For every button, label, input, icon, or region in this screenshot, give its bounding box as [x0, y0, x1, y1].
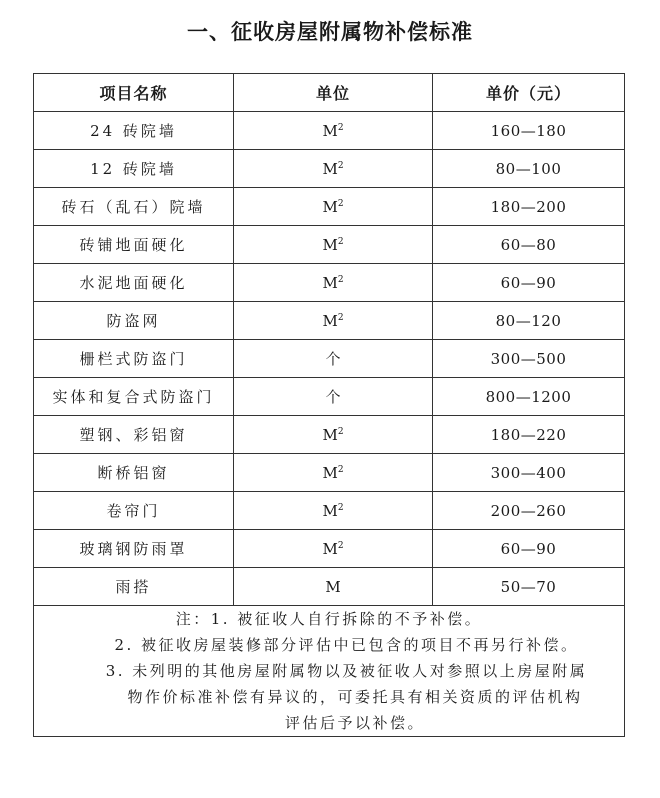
compensation-table: [33, 73, 625, 737]
unit-cell: [234, 150, 433, 188]
unit-cell: [234, 302, 433, 340]
unit-price-cell: 180—200: [433, 188, 625, 226]
unit-cell: [234, 340, 433, 378]
header-unit-price: 单价（元）: [433, 74, 625, 112]
unit-price-cell: 80—120: [433, 302, 625, 340]
unit-text: M: [325, 577, 341, 596]
unit-text: M: [322, 235, 338, 254]
table-header-row: [34, 74, 625, 112]
table-row: [34, 378, 625, 416]
note-3-line-3: 评估后予以补偿。: [284, 714, 425, 732]
unit-price-cell: 160—180: [433, 112, 625, 150]
unit-text: M: [322, 159, 338, 178]
item-name-cell: 12 砖院墙: [34, 150, 234, 188]
unit-superscript: 2: [337, 464, 344, 475]
unit-cell: [234, 226, 433, 264]
table-row: [34, 302, 625, 340]
unit-text: M: [322, 425, 338, 444]
table-row: [34, 416, 625, 454]
unit-price-cell: 60—90: [433, 530, 625, 568]
header-item-name: 项目名称: [34, 74, 234, 112]
unit-price-cell: 60—80: [433, 226, 625, 264]
note-1: 注：1. 被征收人自行拆除的不予补偿。: [175, 610, 483, 628]
item-name-cell: 栅栏式防盗门: [34, 340, 234, 378]
unit-text: M: [322, 273, 338, 292]
unit-price-cell: 200—260: [433, 492, 625, 530]
table-row: [34, 340, 625, 378]
unit-cell: [234, 188, 433, 226]
unit-text: M: [322, 197, 338, 216]
table-row: [34, 264, 625, 302]
unit-superscript: 2: [337, 236, 344, 247]
unit-price-cell: 180—220: [433, 416, 625, 454]
table-row: [34, 530, 625, 568]
unit-text: M: [322, 311, 338, 330]
unit-cell: [234, 378, 433, 416]
item-name-cell: 24 砖院墙: [34, 112, 234, 150]
item-name-cell: 断桥铝窗: [34, 454, 234, 492]
unit-superscript: 2: [337, 426, 344, 437]
unit-cell: [234, 264, 433, 302]
item-name-cell: 卷帘门: [34, 492, 234, 530]
table-row: [34, 226, 625, 264]
item-name-cell: 雨搭: [34, 568, 234, 606]
table-row: [34, 150, 625, 188]
item-name-cell: 砖铺地面硬化: [34, 226, 234, 264]
table-row: [34, 568, 625, 606]
unit-superscript: 2: [337, 160, 344, 171]
header-unit: 单位: [234, 74, 433, 112]
unit-price-cell: 800—1200: [433, 378, 625, 416]
unit-text: M: [322, 121, 338, 140]
note-3-line-2: 物作价标准补偿有异议的，可委托具有相关资质的评估机构: [127, 688, 583, 706]
unit-cell: [234, 530, 433, 568]
unit-cell: [234, 568, 433, 606]
item-name-cell: 塑钢、彩铝窗: [34, 416, 234, 454]
unit-price-cell: 50—70: [433, 568, 625, 606]
page-title: 一、征收房屋附属物补偿标准: [187, 20, 473, 44]
item-name-cell: 防盗网: [34, 302, 234, 340]
table-row: [34, 492, 625, 530]
table-row: [34, 188, 625, 226]
note-2: 2. 被征收房屋装修部分评估中已包含的项目不再另行补偿。: [114, 636, 579, 654]
unit-cell: [234, 416, 433, 454]
item-name-cell: 实体和复合式防盗门: [34, 378, 234, 416]
unit-cell: [234, 112, 433, 150]
item-name-cell: 水泥地面硬化: [34, 264, 234, 302]
unit-superscript: 2: [337, 312, 344, 323]
unit-price-cell: 300—500: [433, 340, 625, 378]
unit-text: M: [322, 539, 338, 558]
unit-superscript: 2: [337, 274, 344, 285]
unit-cell: [234, 492, 433, 530]
item-name-cell: 砖石（乱石）院墙: [34, 188, 234, 226]
unit-price-cell: 300—400: [433, 454, 625, 492]
unit-text: M: [322, 463, 338, 482]
unit-text: 个: [325, 350, 341, 368]
unit-superscript: 2: [337, 122, 344, 133]
notes-row: [34, 606, 625, 737]
table-row: [34, 454, 625, 492]
unit-price-cell: 60—90: [433, 264, 625, 302]
unit-text: M: [322, 501, 338, 520]
item-name-cell: 玻璃钢防雨罩: [34, 530, 234, 568]
unit-superscript: 2: [337, 540, 344, 551]
unit-superscript: 2: [337, 198, 344, 209]
table-row: [34, 112, 625, 150]
note-3-line-1: 3. 未列明的其他房屋附属物以及被征收人对参照以上房屋附属: [105, 662, 588, 680]
unit-price-cell: 80—100: [433, 150, 625, 188]
unit-superscript: 2: [337, 502, 344, 513]
unit-text: 个: [325, 388, 341, 406]
unit-cell: [234, 454, 433, 492]
notes-cell: [34, 606, 625, 737]
